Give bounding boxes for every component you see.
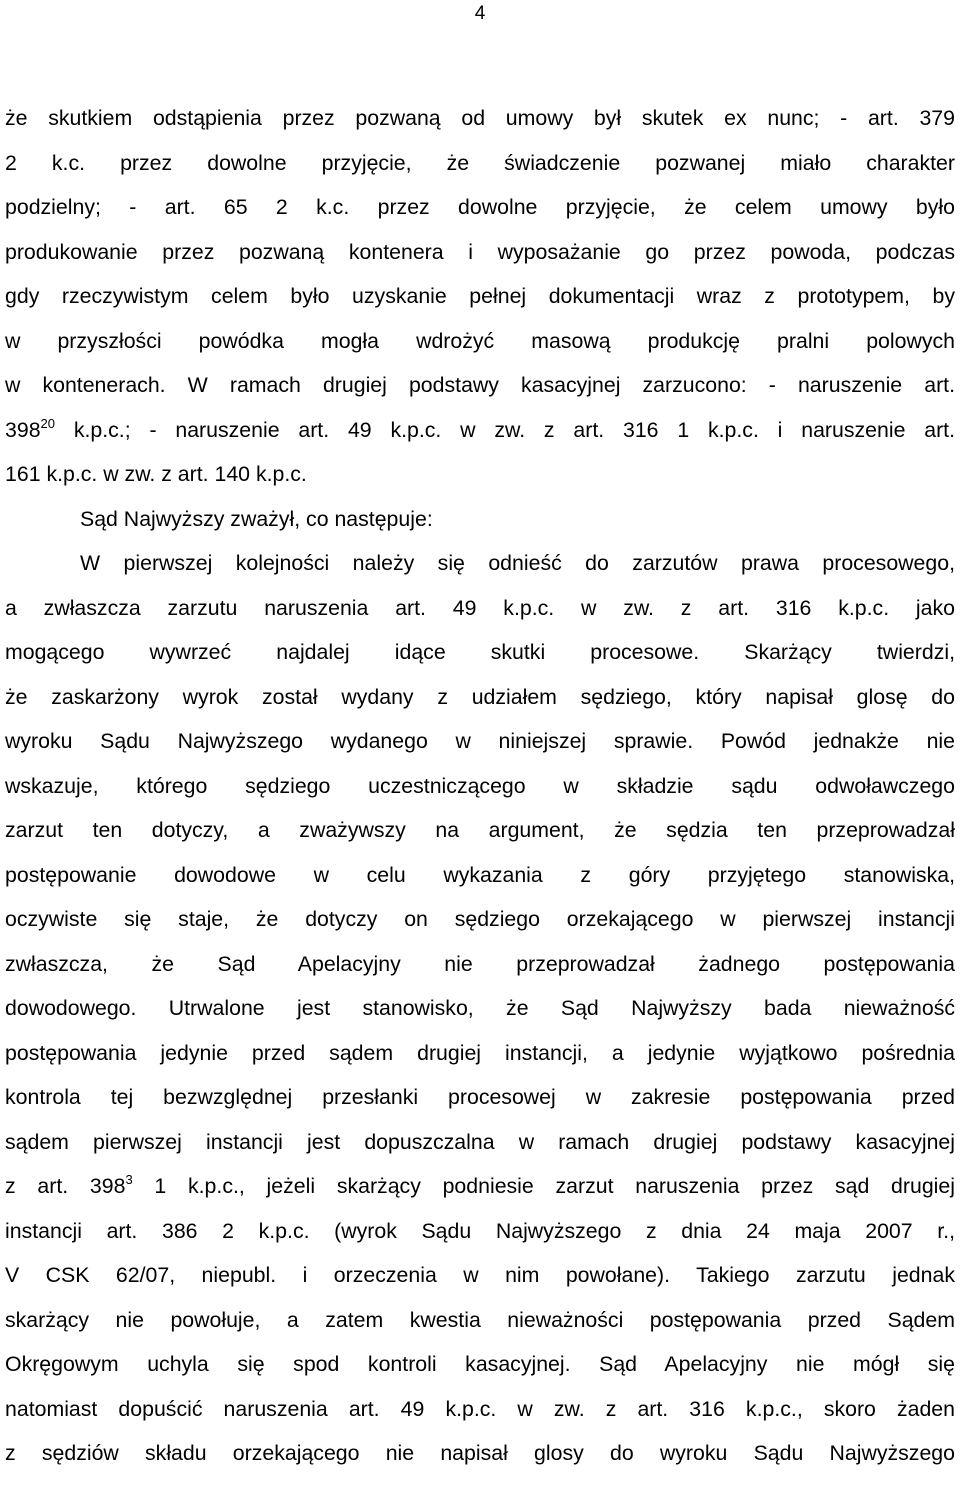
text-line: z sędziów składu orzekającego nie napisał glosy do wyroku Sądu Najwyższego: [5, 1441, 955, 1465]
text-line: zwłaszcza, że Sąd Apelacyjny nie przeprowadzał żadnego postępowania: [5, 951, 955, 976]
text-line-with-superscript: [5, 1164, 955, 1209]
text-fragment: k.p.c.; - naruszenie art. 49 k.p.c. w zw. z art. 316 1 k.p.c. i naruszenie art.: [55, 417, 955, 442]
superscript: 20: [40, 415, 56, 431]
text-line: instancji art. 386 2 k.p.c. (wyrok Sądu Najwyższego z dnia 24 maja 2007 r.,: [5, 1218, 955, 1243]
text-line: produkowanie przez pozwaną kontenera i wyposażanie go przez powoda, podczas: [5, 239, 955, 264]
text-line: sądem pierwszej instancji jest dopuszczalna w ramach drugiej podstawy kasacyjnej: [5, 1129, 955, 1154]
text-line: V CSK 62/07, niepubl. i orzeczenia w nim powołane). Takiego zarzutu jednak: [5, 1263, 955, 1287]
text-line: gdy rzeczywistym celem było uzyskanie pełnej dokumentacji wraz z prototypem, by: [5, 284, 955, 308]
text-line: że skutkiem odstąpienia przez pozwaną od umowy był skutek ex nunc; - art. 379: [5, 106, 955, 130]
text-fragment: 398: [5, 417, 41, 442]
text-line: zarzut ten dotyczy, a zważywszy na argument, że sędzia ten przeprowadzał: [5, 818, 955, 842]
text-line: 161 k.p.c. w zw. z art. 140 k.p.c.: [5, 462, 307, 486]
text-line: natomiast dopuścić naruszenia art. 49 k.p.c. w zw. z art. 316 k.p.c., skoro żaden: [5, 1396, 955, 1421]
text-line: postępowanie dowodowe w celu wykazania z góry przyjętego stanowiska,: [5, 862, 955, 887]
text-line: W pierwszej kolejności należy się odnieść do zarzutów prawa procesowego,: [80, 551, 955, 575]
text-line: kontrola tej bezwzględnej przesłanki procesowej w zakresie postępowania przed: [5, 1085, 955, 1109]
text-line: a zwłaszcza zarzutu naruszenia art. 49 k.p.c. w zw. z art. 316 k.p.c. jako: [5, 595, 955, 620]
text-line: że zaskarżony wyrok został wydany z udziałem sędziego, który napisał glosę do: [5, 684, 955, 709]
page-number: 4: [474, 3, 486, 24]
text-line: w kontenerach. W ramach drugiej podstawy kasacyjnej zarzucono: - naruszenie art.: [5, 373, 955, 397]
text-line: oczywiste się staje, że dotyczy on sędziego orzekającego w pierwszej instancji: [5, 907, 955, 931]
text-line: dowodowego. Utrwalone jest stanowisko, że Sąd Najwyższy bada nieważność: [5, 996, 955, 1020]
text-line: 2 k.c. przez dowolne przyjęcie, że świadczenie pozwanej miało charakter: [5, 150, 955, 175]
text-line: wskazuje, którego sędziego uczestniczącego w składzie sądu odwoławczego: [5, 773, 955, 798]
paragraph-2: [5, 541, 955, 1476]
text-line: wyroku Sądu Najwyższego wydanego w niniejszej sprawie. Powód jednakże nie: [5, 729, 955, 753]
text-line: Okręgowym uchyla się spod kontroli kasacyjnej. Sąd Apelacyjny nie mógł się: [5, 1352, 955, 1376]
paragraph-1: [5, 96, 955, 497]
text-line: skarżący nie powołuje, a zatem kwestia nieważności postępowania przed Sądem: [5, 1307, 955, 1332]
text-fragment: 1 k.p.c., jeżeli skarżący podniesie zarzut naruszenia przez sąd drugiej: [132, 1174, 955, 1198]
text-line: postępowania jedynie przed sądem drugiej instancji, a jedynie wyjątkowo pośrednia: [5, 1040, 955, 1065]
text-line: w przyszłości powódka mogła wdrożyć masową produkcję pralni polowych: [5, 328, 955, 353]
text-line: mogącego wywrzeć najdalej idące skutki procesowe. Skarżący twierdzi,: [5, 640, 955, 664]
superscript: 3: [125, 1172, 133, 1187]
text-line: podzielny; - art. 65 2 k.c. przez dowolne przyjęcie, że celem umowy było: [5, 195, 955, 219]
document-body: [5, 96, 955, 1476]
text-line-with-superscript: [5, 408, 955, 453]
text-fragment: z art. 398: [5, 1174, 126, 1198]
section-heading: Sąd Najwyższy zważył, co następuje:: [80, 506, 433, 531]
